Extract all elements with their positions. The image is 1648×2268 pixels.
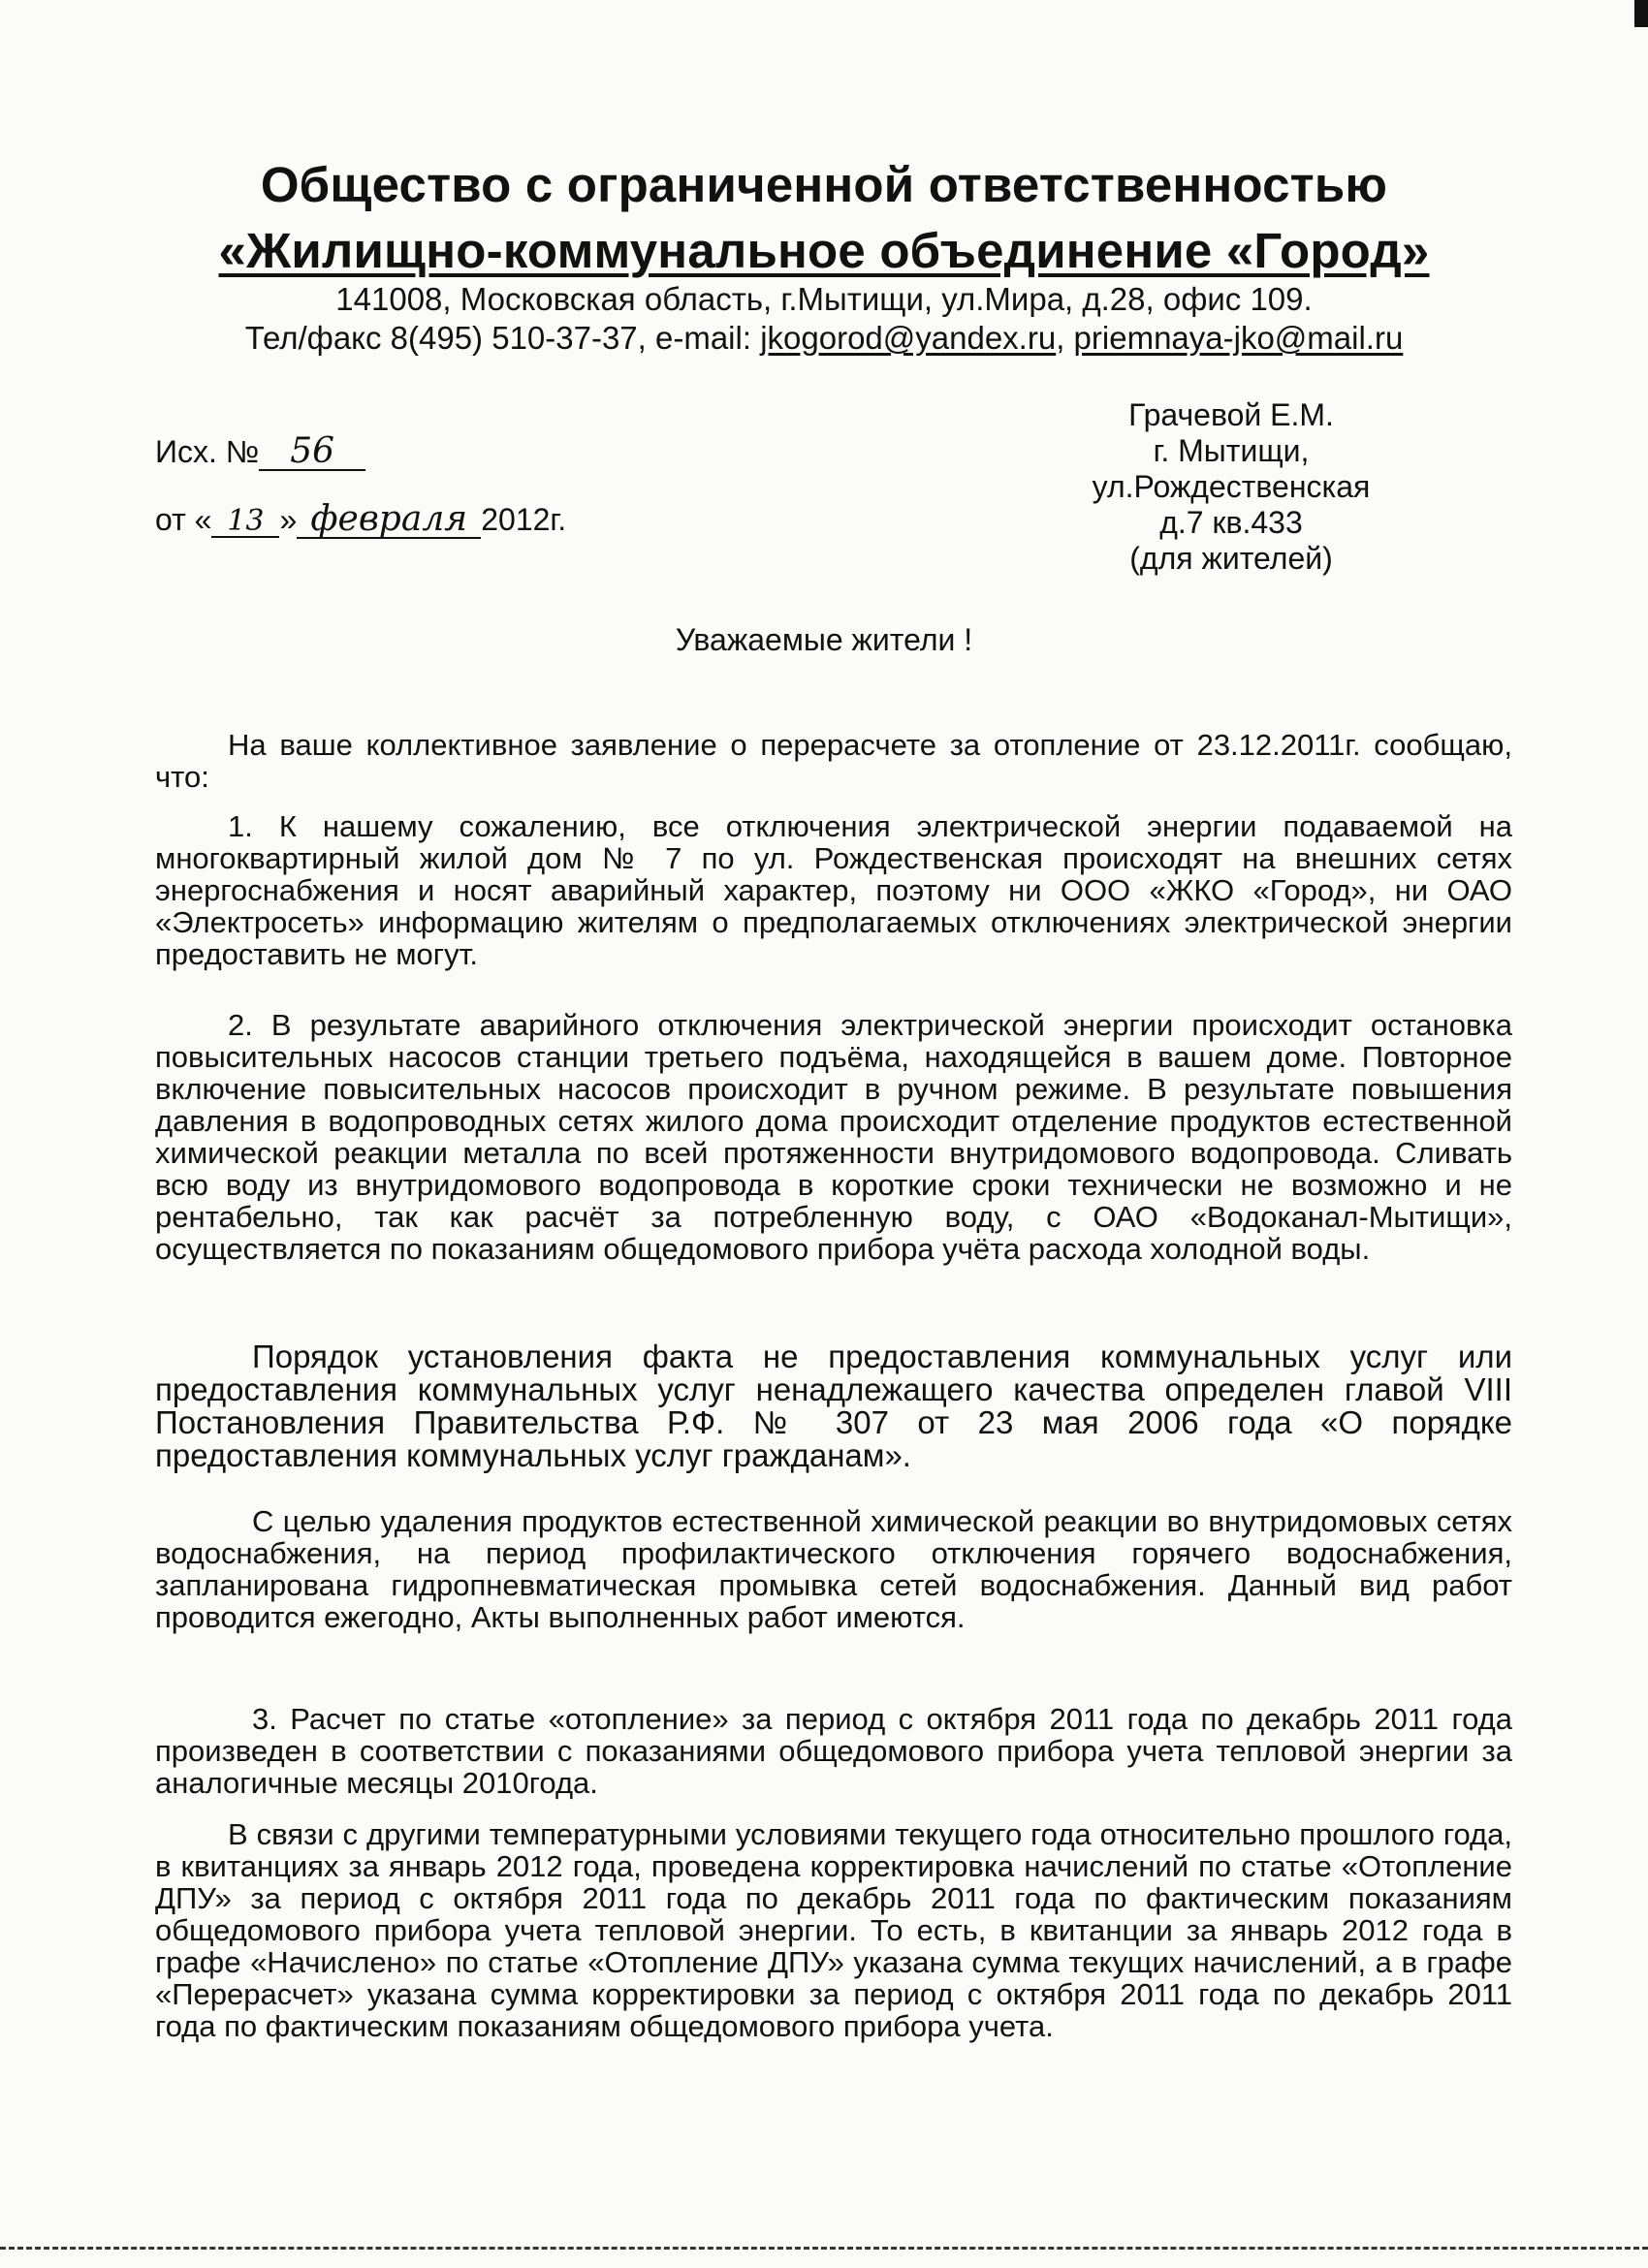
paragraph-intro: На ваше коллективное заявление о перерасчете за отопление от 23.12.2011г. сообщаю, что: [155, 728, 1512, 794]
recipient-block [1028, 397, 1435, 577]
date-year: 2012г. [481, 502, 567, 537]
paragraph-aim: С целью удаления продуктов естественной химической реакции во внутридомовых сетях водоснабжения, на период профилактического отключения горячего водоснабжения, запланирована гидропневматическая промывка сетей водоснабжения. Данный вид работ проводится ежегодно, Акты выполненных работ имеются. [155, 1504, 1512, 1634]
recipient-name: Грачевой Е.М. [1128, 397, 1334, 432]
org-name-line1: Общество с ограниченной ответственностью [260, 157, 1388, 212]
paragraph-correction: В связи с другими температурными условиями текущего года относительно прошлого года, в квитанциях за январь 2012 года, проведена корректировка начислений по статье «Отопление ДПУ» за период с октября 2011 года по декабрь 2011 года по фактическим показаниям общедомового прибора учета тепловой энергии. То есть, в квитанции за январь 2012 года в графе «Начислено» по статье «Отопление ДПУ» указана сумма текущих начислений, а в графе «Перерасчет» указана сумма корректировки за период с октября 2011 года по декабрь 2011 года по фактическим показаниям общедомового прибора учета. [155, 1817, 1512, 2043]
date-day: 13 [211, 507, 279, 538]
greeting: Уважаемые жители ! [675, 622, 973, 657]
email-link-1[interactable]: jkogorod@yandex.ru [760, 320, 1057, 356]
recipient-street: ул.Рождественская [1092, 469, 1371, 504]
org-name-line2: «Жилищно-коммунальное объединение «Город» [218, 223, 1430, 278]
footer-divider [0, 2247, 1648, 2250]
contact-prefix: Тел/факс 8(495) 510-37-37, e-mail: [244, 320, 761, 356]
paragraph-order: Порядок установления факта не предоставления коммунальных услуг или предоставления коммунальных услуг ненадлежащего качества определен главой VIII Постановления Правительства Р.Ф. № 307 от 23 мая 2006 года «О порядке предоставления коммунальных услуг гражданам». [155, 1339, 1512, 1473]
outgoing-number-value: 56 [259, 434, 365, 471]
date-prefix: от « [155, 502, 212, 537]
outgoing-date [155, 499, 567, 539]
org-address: 141008, Московская область, г.Мытищи, ул.Мира, д.28, офис 109. [335, 281, 1313, 317]
recipient-note: (для жителей) [1129, 541, 1333, 576]
org-contacts [145, 322, 1503, 354]
email-link-2[interactable]: priemnaya-jko@mail.ru [1073, 320, 1404, 356]
paragraph-item-1: 1. К нашему сожалению, все отключения электрической энергии подаваемой на многоквартирный жилой дом № 7 по ул. Рождественская происходят на внешних сетях энергоснабжения и носят аварийный характер, поэтому ни ООО «ЖКО «Город», ни ОАО «Электросеть» информацию жителям о предполагаемых отключениях электрической энергии предоставить не могут. [155, 809, 1512, 971]
recipient-house: д.7 кв.433 [1159, 505, 1303, 540]
email-separator: , [1056, 320, 1074, 356]
date-mid: » [279, 502, 298, 537]
outgoing-number-label: Исх. № [155, 434, 260, 469]
scan-edge-mark [1634, 0, 1648, 27]
paragraph-item-2: 2. В результате аварийного отключения электрической энергии происходит остановка повысительных насосов станции третьего подъёма, находящейся в вашем доме. Повторное включение повысительных насосов происходит в ручном режиме. В результате повышения давления в водопроводных сетях жилого дома происходит отделение продуктов естественной химической реакции металла по всей протяженности внутридомового водопровода. Сливать всю воду из внутридомового водопровода в короткие сроки технически не возможно и не рентабельно, так как расчёт за потребленную воду, с ОАО «Водоканал-Мытищи», осуществляется по показаниям общедомового прибора учёта расхода холодной воды. [155, 1008, 1512, 1266]
paragraph-item-3: 3. Расчет по статье «отопление» за период с октября 2011 года по декабрь 2011 года произведен в соответствии с показаниями общедомового прибора учета тепловой энергии за аналогичные месяцы 2010года. [155, 1702, 1512, 1800]
outgoing-number [155, 431, 365, 471]
recipient-city: г. Мытищи, [1153, 433, 1310, 468]
date-month: февраля [297, 502, 481, 539]
